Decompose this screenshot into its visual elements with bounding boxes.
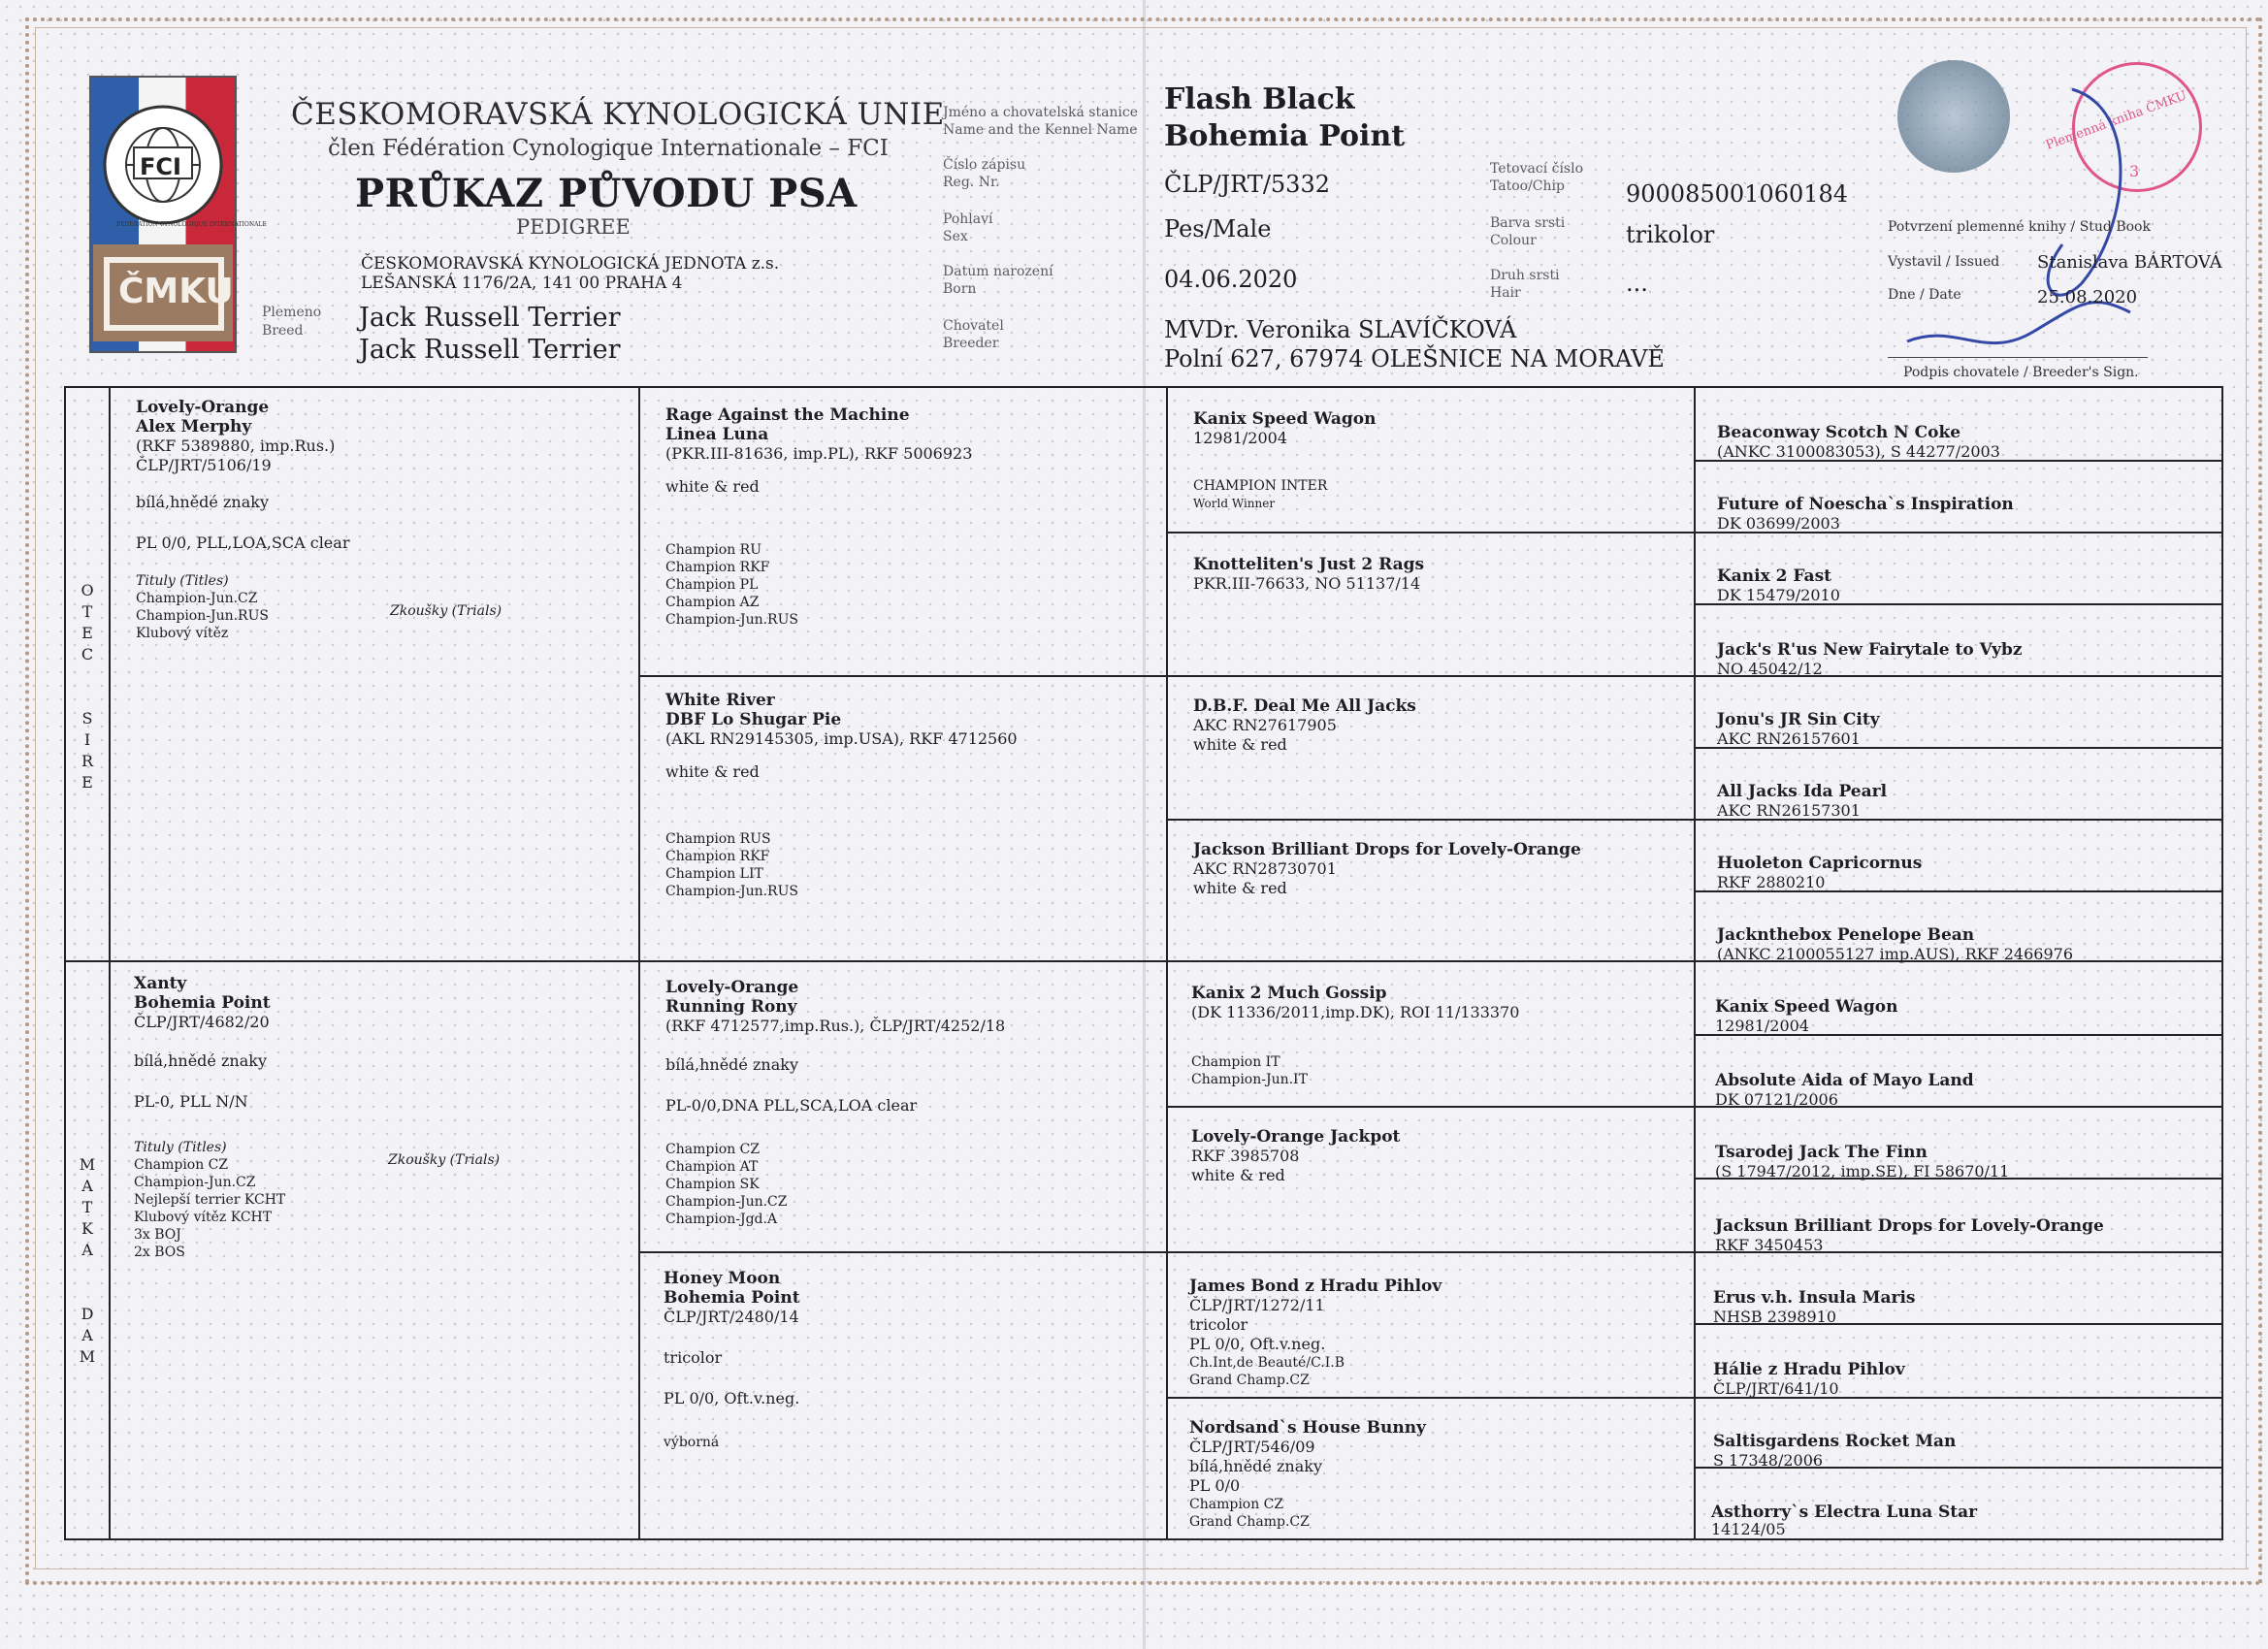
ancestor-title: Champion AZ [665, 595, 760, 610]
dog-name-line-1: Flash Black [1164, 82, 1355, 116]
chip-label-en: Tatoo/Chip [1490, 178, 1565, 194]
sire-title: Champion-Jun.RUS [136, 608, 269, 624]
ancestor-name: Kanix 2 Fast [1717, 566, 1831, 586]
grandsire-maternal-cell [665, 978, 1160, 1228]
grandsire-paternal-cell [665, 405, 1160, 629]
ancestor-reg: ČLP/JRT/2480/14 [664, 1308, 799, 1326]
ancestor-name: Beaconway Scotch N Coke [1717, 423, 1961, 442]
dam-title: Champion-Jun.CZ [134, 1175, 256, 1190]
g4-cell [1713, 1360, 2208, 1399]
sex-label-cz: Pohlaví [943, 211, 993, 227]
ancestor-name-1: Lovely-Orange [665, 978, 799, 997]
breed-label-cz: Plemeno [262, 305, 322, 320]
ancestor-name: Future of Noescha`s Inspiration [1717, 495, 2014, 514]
dog-hair: ... [1626, 270, 1648, 297]
pedigree-table [64, 386, 2223, 1540]
ancestor-name: Asthorry`s Electra Luna Star [1711, 1503, 1978, 1522]
hair-label-cz: Druh srsti [1490, 268, 1560, 283]
g4-cell [1715, 1071, 2210, 1110]
dam-side-label [78, 1154, 97, 1368]
ancestor-colour: white & red [1193, 735, 1287, 754]
ancestor-reg: AKC RN26157601 [1717, 729, 1861, 748]
cmku-fci-logo [89, 76, 267, 353]
ancestor-title: Champion RU [665, 542, 762, 558]
divider [1166, 388, 1168, 1538]
ancestor-title: Champion RKF [665, 560, 770, 575]
ancestor-reg: PKR.III-76633, NO 51137/14 [1193, 574, 1421, 593]
fci-logo-label: FCI [140, 153, 181, 180]
g4-cell [1715, 997, 2210, 1036]
org-name: ČESKOMORAVSKÁ KYNOLOGICKÁ UNIE [291, 97, 945, 132]
ancestor-name: Nordsand`s House Bunny [1189, 1418, 1426, 1438]
ancestor-name: Absolute Aida of Mayo Land [1715, 1071, 1974, 1090]
ancestor-reg: S 17348/2006 [1713, 1451, 1824, 1470]
ancestor-name: Kanix 2 Much Gossip [1191, 984, 1387, 1003]
ancestor-name: Kanix Speed Wagon [1715, 997, 1898, 1017]
dam-colour: bílá,hnědé znaky [134, 1051, 267, 1070]
g4-cell [1711, 1504, 2206, 1538]
ancestor-reg: (PKR.III-81636, imp.PL), RKF 5006923 [665, 444, 973, 463]
breeder-label-cz: Chovatel [943, 318, 1004, 334]
g4-cell [1717, 423, 2212, 462]
ancestor-name: Saltisgardens Rocket Man [1713, 1432, 1957, 1451]
name-label-cz: Jméno a chovatelská stanice [943, 105, 1139, 120]
ancestor-reg: AKC RN28730701 [1193, 859, 1337, 878]
ancestor-colour: white & red [665, 477, 760, 496]
ancestor-colour: tricolor [1189, 1315, 1248, 1334]
sire-reg-2: ČLP/JRT/5106/19 [136, 456, 272, 474]
born-label-cz: Datum narození [943, 264, 1053, 279]
born-label-en: Born [943, 281, 977, 297]
ancestor-name: James Bond z Hradu Pihlov [1189, 1277, 1442, 1296]
ancestor-title: Champion LIT [665, 866, 763, 882]
dog-name-line-2: Bohemia Point [1164, 119, 1406, 153]
ancestor-title: Grand Champ.CZ [1189, 1514, 1310, 1530]
ancestor-name: Erus v.h. Insula Maris [1713, 1288, 1916, 1308]
ancestor-reg: AKC RN27617905 [1193, 716, 1337, 734]
colour-label-cz: Barva srsti [1490, 215, 1566, 231]
sire-colour: bílá,hnědé znaky [136, 493, 269, 511]
side-letter: A [81, 1177, 93, 1195]
ancestor-name-2: Linea Luna [665, 425, 769, 444]
ancestor-reg: NO 45042/12 [1717, 660, 1823, 678]
ancestor-title: Champion RKF [665, 849, 770, 864]
colour-label-en: Colour [1490, 233, 1537, 248]
side-letter: T [81, 602, 93, 621]
dam-name-2: Bohemia Point [134, 993, 271, 1013]
g4-cell [1715, 1143, 2210, 1181]
date-label: Dne / Date [1888, 287, 1961, 303]
reg-label-en: Reg. Nr. [943, 175, 1000, 190]
g3-cell [1193, 409, 1678, 512]
club-address: LEŠANSKÁ 1176/2A, 141 00 PRAHA 4 [361, 274, 683, 293]
g4-cell [1713, 1432, 2208, 1471]
ancestor-health: PL 0/0, Oft.v.neg. [664, 1389, 800, 1407]
ancestor-reg: AKC RN26157301 [1717, 801, 1861, 820]
dam-title: Champion CZ [134, 1157, 229, 1173]
ancestor-reg: 12981/2004 [1193, 429, 1288, 447]
ancestor-title: Champion-Jun.RUS [665, 884, 798, 899]
stamp-text: Plemenná kniha ČMKU [2044, 88, 2189, 153]
ancestor-name-1: Rage Against the Machine [665, 405, 910, 425]
sire-titles-label: Tituly (Titles) [136, 573, 229, 589]
ancestor-reg: RKF 3450453 [1715, 1236, 1824, 1254]
dog-colour: trikolor [1626, 221, 1715, 248]
g3-cell [1189, 1277, 1674, 1389]
dam-title: Nejlepší terrier KCHT [134, 1192, 286, 1208]
ancestor-colour: white & red [1191, 1166, 1285, 1184]
club-name: ČESKOMORAVSKÁ KYNOLOGICKÁ JEDNOTA z.s. [361, 254, 780, 274]
sire-side-label [78, 580, 97, 793]
ancestor-reg: 12981/2004 [1715, 1017, 1810, 1035]
ancestor-name: Lovely-Orange Jackpot [1191, 1127, 1401, 1147]
ancestor-reg: (RKF 4712577,imp.Rus.), ČLP/JRT/4252/18 [665, 1017, 1006, 1035]
name-label-en: Name and the Kennel Name [943, 122, 1138, 138]
dam-titles-label: Tituly (Titles) [134, 1140, 227, 1155]
document-title: PRŮKAZ PŮVODU PSA [355, 171, 858, 216]
side-letter: C [81, 645, 94, 663]
g4-cell [1717, 640, 2212, 679]
g4-cell [1717, 782, 2212, 821]
ancestor-note: výborná [664, 1435, 720, 1450]
signature-line [1888, 357, 2148, 358]
ancestor-name-1: White River [665, 691, 775, 710]
ancestor-name: Jacksun Brilliant Drops for Lovely-Orange [1715, 1216, 2104, 1236]
dam-title: 3x BOJ [134, 1227, 181, 1243]
granddam-maternal-cell [664, 1269, 1158, 1451]
ancestor-reg: (ANKC 2100055127 imp.AUS), RKF 2466976 [1717, 945, 2074, 963]
sire-title: Champion-Jun.CZ [136, 591, 258, 606]
breed-label-en: Breed [262, 323, 304, 339]
ancestor-name: Jacknthebox Penelope Bean [1717, 925, 1975, 945]
ancestor-name: All Jacks Ida Pearl [1717, 782, 1888, 801]
dog-born: 04.06.2020 [1164, 266, 1298, 293]
dam-name-1: Xanty [134, 974, 187, 993]
ancestor-name-2: DBF Lo Shugar Pie [665, 710, 842, 729]
side-letter: K [81, 1219, 93, 1238]
ancestor-title: Champion IT [1191, 1054, 1280, 1070]
divider [1694, 388, 1696, 1538]
stud-book-label: Potvrzení plemenné knihy / Stud Book [1888, 219, 2151, 235]
ancestor-title: Champion SK [665, 1177, 760, 1192]
side-letter: E [81, 773, 93, 792]
ancestor-reg: ČLP/JRT/1272/11 [1189, 1296, 1325, 1314]
sire-name-1: Lovely-Orange [136, 398, 270, 417]
ancestor-reg: ČLP/JRT/546/09 [1189, 1438, 1315, 1456]
ancestor-reg: DK 07121/2006 [1715, 1090, 1838, 1109]
ancestor-title: Grand Champ.CZ [1189, 1373, 1310, 1388]
g4-cell [1715, 1216, 2210, 1255]
g3-cell [1189, 1418, 1674, 1531]
breed-line-2: Jack Russell Terrier [359, 335, 621, 365]
breed-line-1: Jack Russell Terrier [359, 303, 621, 333]
side-letter: E [81, 624, 93, 642]
ancestor-reg: (AKL RN29145305, imp.USA), RKF 4712560 [665, 729, 1018, 748]
dam-title: 2x BOS [134, 1245, 185, 1260]
ancestor-colour: bílá,hnědé znaky [665, 1055, 798, 1074]
g4-cell [1717, 925, 2212, 964]
g4-cell [1717, 710, 2212, 749]
ancestor-name-2: Running Rony [665, 997, 797, 1017]
dog-chip: 900085001060184 [1626, 180, 1849, 208]
org-member: člen Fédération Cynologique Internationale – FCI [328, 136, 889, 161]
ancestor-reg: (DK 11336/2011,imp.DK), ROI 11/133370 [1191, 1003, 1520, 1021]
breeder-name: MVDr. Veronika SLAVÍČKOVÁ [1164, 316, 1517, 343]
sire-cell [136, 398, 621, 642]
signature-icon [1897, 50, 2169, 380]
g3-cell [1193, 696, 1678, 755]
side-letter: D [81, 1305, 94, 1323]
ancestor-name: Jackson Brilliant Drops for Lovely-Orange [1193, 840, 1581, 859]
dam-title: Klubový vítěz KCHT [134, 1210, 273, 1225]
dam-trials-label: Zkoušky (Trials) [388, 1152, 501, 1168]
sire-health: PL 0/0, PLL,LOA,SCA clear [136, 534, 350, 552]
reg-label-cz: Číslo zápisu [943, 157, 1026, 173]
ancestor-title: Champion PL [665, 577, 759, 593]
side-letter: A [81, 1241, 93, 1259]
ancestor-name-1: Honey Moon [664, 1269, 781, 1288]
document-subtitle: PEDIGREE [516, 215, 631, 239]
side-letter: T [81, 1198, 93, 1216]
ancestor-title: World Winner [1193, 497, 1276, 510]
ancestor-title: CHAMPION INTER [1193, 478, 1328, 494]
divider [109, 388, 111, 1538]
dam-cell [134, 974, 619, 1261]
issued-label: Vystavil / Issued [1888, 254, 2000, 270]
sire-title: Klubový vítěz [136, 626, 229, 641]
sex-label-en: Sex [943, 229, 968, 244]
dog-sex: Pes/Male [1164, 215, 1272, 242]
breeder-label-en: Breeder [943, 336, 999, 351]
ancestor-title: Ch.Int,de Beauté/C.I.B [1189, 1355, 1345, 1371]
ancestor-title: Champion-Jun.IT [1191, 1072, 1308, 1087]
granddam-paternal-cell [665, 691, 1160, 900]
dam-health: PL-0, PLL N/N [134, 1092, 248, 1111]
ancestor-health: PL 0/0, Oft.v.neg. [1189, 1335, 1326, 1353]
issued-date: 25.08.2020 [2037, 287, 2138, 307]
sire-name-2: Alex Merphy [136, 417, 252, 436]
ancestor-colour: white & red [1193, 879, 1287, 897]
g4-cell [1717, 566, 2212, 605]
ancestor-name: Hálie z Hradu Pihlov [1713, 1360, 1905, 1379]
ancestor-title: Champion RUS [665, 831, 771, 847]
ancestor-title: Champion CZ [1189, 1497, 1284, 1512]
side-letter: M [79, 1347, 96, 1366]
g4-cell [1717, 495, 2212, 534]
ancestor-name-2: Bohemia Point [664, 1288, 800, 1308]
ancestor-name: Huoleton Capricornus [1717, 854, 1923, 873]
chip-label-cz: Tetovací číslo [1490, 161, 1584, 177]
ancestor-reg: DK 03699/2003 [1717, 514, 1840, 533]
ancestor-title: Champion-Jgd.A [665, 1212, 778, 1227]
g3-cell [1191, 984, 1676, 1088]
ancestor-reg: DK 15479/2010 [1717, 586, 1840, 604]
issued-by: Stanislava BÁRTOVÁ [2037, 252, 2222, 273]
ancestor-reg: 14124/05 [1711, 1520, 1786, 1538]
ancestor-name: D.B.F. Deal Me All Jacks [1193, 696, 1416, 716]
ancestor-title: Champion CZ [665, 1142, 761, 1157]
ancestor-reg: NHSB 2398910 [1713, 1308, 1837, 1326]
ancestor-reg: RKF 2880210 [1717, 873, 1826, 891]
ancestor-reg: ČLP/JRT/641/10 [1713, 1379, 1839, 1398]
ancestor-health: PL 0/0 [1189, 1476, 1241, 1495]
ancestor-colour: tricolor [664, 1348, 723, 1367]
ancestor-title: Champion AT [665, 1159, 759, 1175]
g4-cell [1717, 854, 2212, 892]
ancestor-name: Kanix Speed Wagon [1193, 409, 1377, 429]
ancestor-reg: (ANKC 3100083053), S 44277/2003 [1717, 442, 2000, 461]
ancestor-health: PL-0/0,DNA PLL,SCA,LOA clear [665, 1096, 918, 1115]
ancestor-name: Jonu's JR Sin City [1717, 710, 1880, 729]
dog-reg-number: ČLP/JRT/5332 [1164, 171, 1330, 198]
sire-trials-label: Zkoušky (Trials) [390, 603, 502, 619]
side-letter: I [83, 730, 91, 749]
side-letter: O [81, 581, 94, 599]
g3-cell [1193, 555, 1678, 594]
side-letter: R [81, 752, 94, 770]
side-letter: M [79, 1155, 96, 1174]
ancestor-title: Champion-Jun.RUS [665, 612, 798, 628]
ancestor-colour: bílá,hnědé znaky [1189, 1457, 1322, 1475]
ancestor-reg: RKF 3985708 [1191, 1147, 1300, 1165]
cmku-logo-label: ČMKU [118, 272, 234, 311]
g3-cell [1193, 840, 1678, 898]
ancestor-reg: (S 17947/2012, imp.SE), FI 58670/11 [1715, 1162, 2010, 1180]
divider [638, 388, 640, 1538]
ancestor-name: Tsarodej Jack The Finn [1715, 1143, 1928, 1162]
hair-label-en: Hair [1490, 285, 1521, 301]
breeder-address: Polní 627, 67974 OLEŠNICE NA MORAVĚ [1164, 345, 1665, 372]
breeder-sign-label: Podpis chovatele / Breeder's Sign. [1903, 365, 2139, 380]
dam-reg: ČLP/JRT/4682/20 [134, 1013, 270, 1031]
g3-cell [1191, 1127, 1676, 1185]
side-letter: S [81, 709, 93, 728]
ancestor-name: Knotteliten's Just 2 Rags [1193, 555, 1425, 574]
stamp-number: 3 [2129, 162, 2140, 180]
side-letter: A [81, 1326, 93, 1344]
g4-cell [1713, 1288, 2208, 1327]
ancestor-name: Jack's R'us New Fairytale to Vybz [1717, 640, 2023, 660]
ancestor-colour: white & red [665, 762, 760, 781]
ancestor-title: Champion-Jun.CZ [665, 1194, 788, 1210]
fci-logo-ring-text: FEDERATION CYNOLOGIQUE INTERNATIONALE [116, 221, 267, 228]
sire-reg-1: (RKF 5389880, imp.Rus.) [136, 436, 336, 455]
